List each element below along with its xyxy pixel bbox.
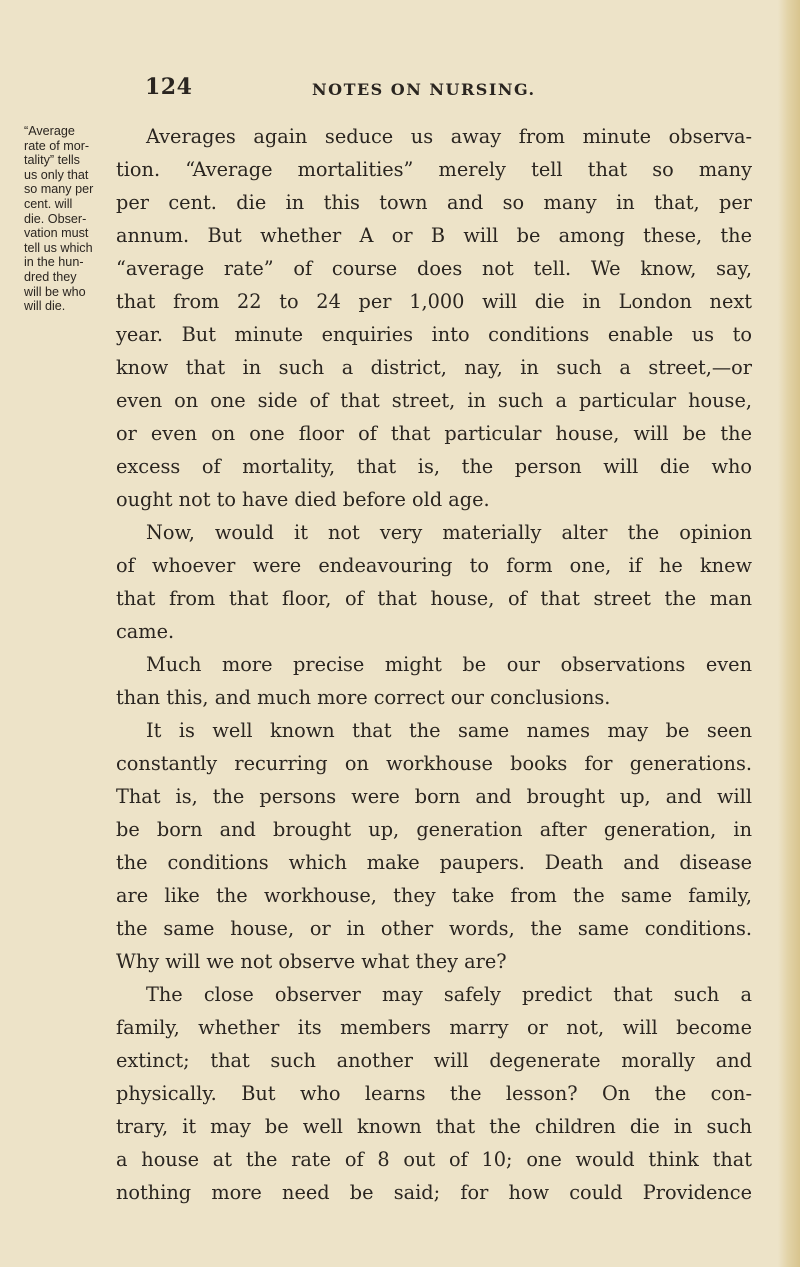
page-edge xyxy=(778,0,800,1267)
margin-note-line: dred they xyxy=(24,269,77,284)
text-line: Averages again seduce us away from minute observa- xyxy=(146,125,752,148)
text-line: That is, the persons were born and brought up, and will xyxy=(116,785,752,808)
margin-note-line: rate of mor- xyxy=(24,138,90,153)
margin-note-line: vation must xyxy=(24,226,89,241)
margin-note-line: in the hun- xyxy=(24,255,84,270)
text-line: Why will we not observe what they are? xyxy=(116,950,507,973)
text-line: are like the workhouse, they take from the same family, xyxy=(116,884,752,907)
margin-note-line: “Average xyxy=(24,124,75,138)
text-line: annum. But whether A or B will be among these, the xyxy=(116,224,752,247)
text-line: came. xyxy=(116,620,175,643)
margin-note-line: so many per xyxy=(24,182,94,197)
text-line: family, whether its members marry or not, will become xyxy=(116,1016,752,1039)
body-text xyxy=(116,120,752,1209)
margin-note-line: die. Obser- xyxy=(24,211,87,226)
margin-note-line: will be who xyxy=(24,284,86,299)
text-line: It is well known that the same names may be seen xyxy=(146,719,752,742)
margin-note-line: cent. will xyxy=(24,196,73,211)
text-line: excess of mortality, that is, the person will die who xyxy=(116,455,752,478)
text-line: Much more precise might be our observations even xyxy=(146,653,752,676)
running-title: NOTES ON NURSING. xyxy=(312,80,536,99)
text-line: the conditions which make paupers. Death and disease xyxy=(116,851,752,874)
text-line: extinct; that such another will degenerate morally and xyxy=(116,1049,752,1072)
text-line: The close observer may safely predict that such a xyxy=(146,983,752,1006)
text-line: that from that floor, of that house, of that street the man xyxy=(116,587,752,610)
text-line: constantly recurring on workhouse books for generations. xyxy=(116,752,752,775)
text-line: tion. “Average mortalities” merely tell that so many xyxy=(116,158,752,181)
margin-note-line: tell us which xyxy=(24,240,93,255)
text-line: Now, would it not very materially alter the opinion xyxy=(146,521,752,544)
text-line: “average rate” of course does not tell. We know, say, xyxy=(116,257,752,280)
text-line: know that in such a district, nay, in such a street,—or xyxy=(116,356,752,379)
text-line: per cent. die in this town and so many in that, per xyxy=(116,191,752,214)
text-line: or even on one floor of that particular house, will be the xyxy=(116,422,752,445)
text-line: ought not to have died before old age. xyxy=(116,488,490,511)
text-line: the same house, or in other words, the same conditions. xyxy=(116,917,752,940)
text-line: be born and brought up, generation after generation, in xyxy=(116,818,752,841)
margin-note-line: tality” tells xyxy=(24,153,80,168)
text-line: that from 22 to 24 per 1,000 will die in London next xyxy=(116,290,752,313)
text-line: year. But minute enquiries into conditions enable us to xyxy=(116,323,752,346)
page-number: 124 xyxy=(145,74,193,100)
text-line: trary, it may be well known that the children die in such xyxy=(116,1115,752,1138)
margin-note-line: will die. xyxy=(24,299,66,314)
text-line: than this, and much more correct our conclusions. xyxy=(116,686,611,709)
text-line: even on one side of that street, in such a particular house, xyxy=(116,389,752,412)
margin-note xyxy=(24,124,106,314)
text-line: physically. But who learns the lesson? On the con- xyxy=(116,1082,752,1105)
text-line: nothing more need be said; for how could Providence xyxy=(116,1181,752,1204)
margin-note-line: us only that xyxy=(24,167,89,182)
text-line: of whoever were endeavouring to form one, if he knew xyxy=(116,554,752,577)
text-line: a house at the rate of 8 out of 10; one would think that xyxy=(116,1148,752,1171)
